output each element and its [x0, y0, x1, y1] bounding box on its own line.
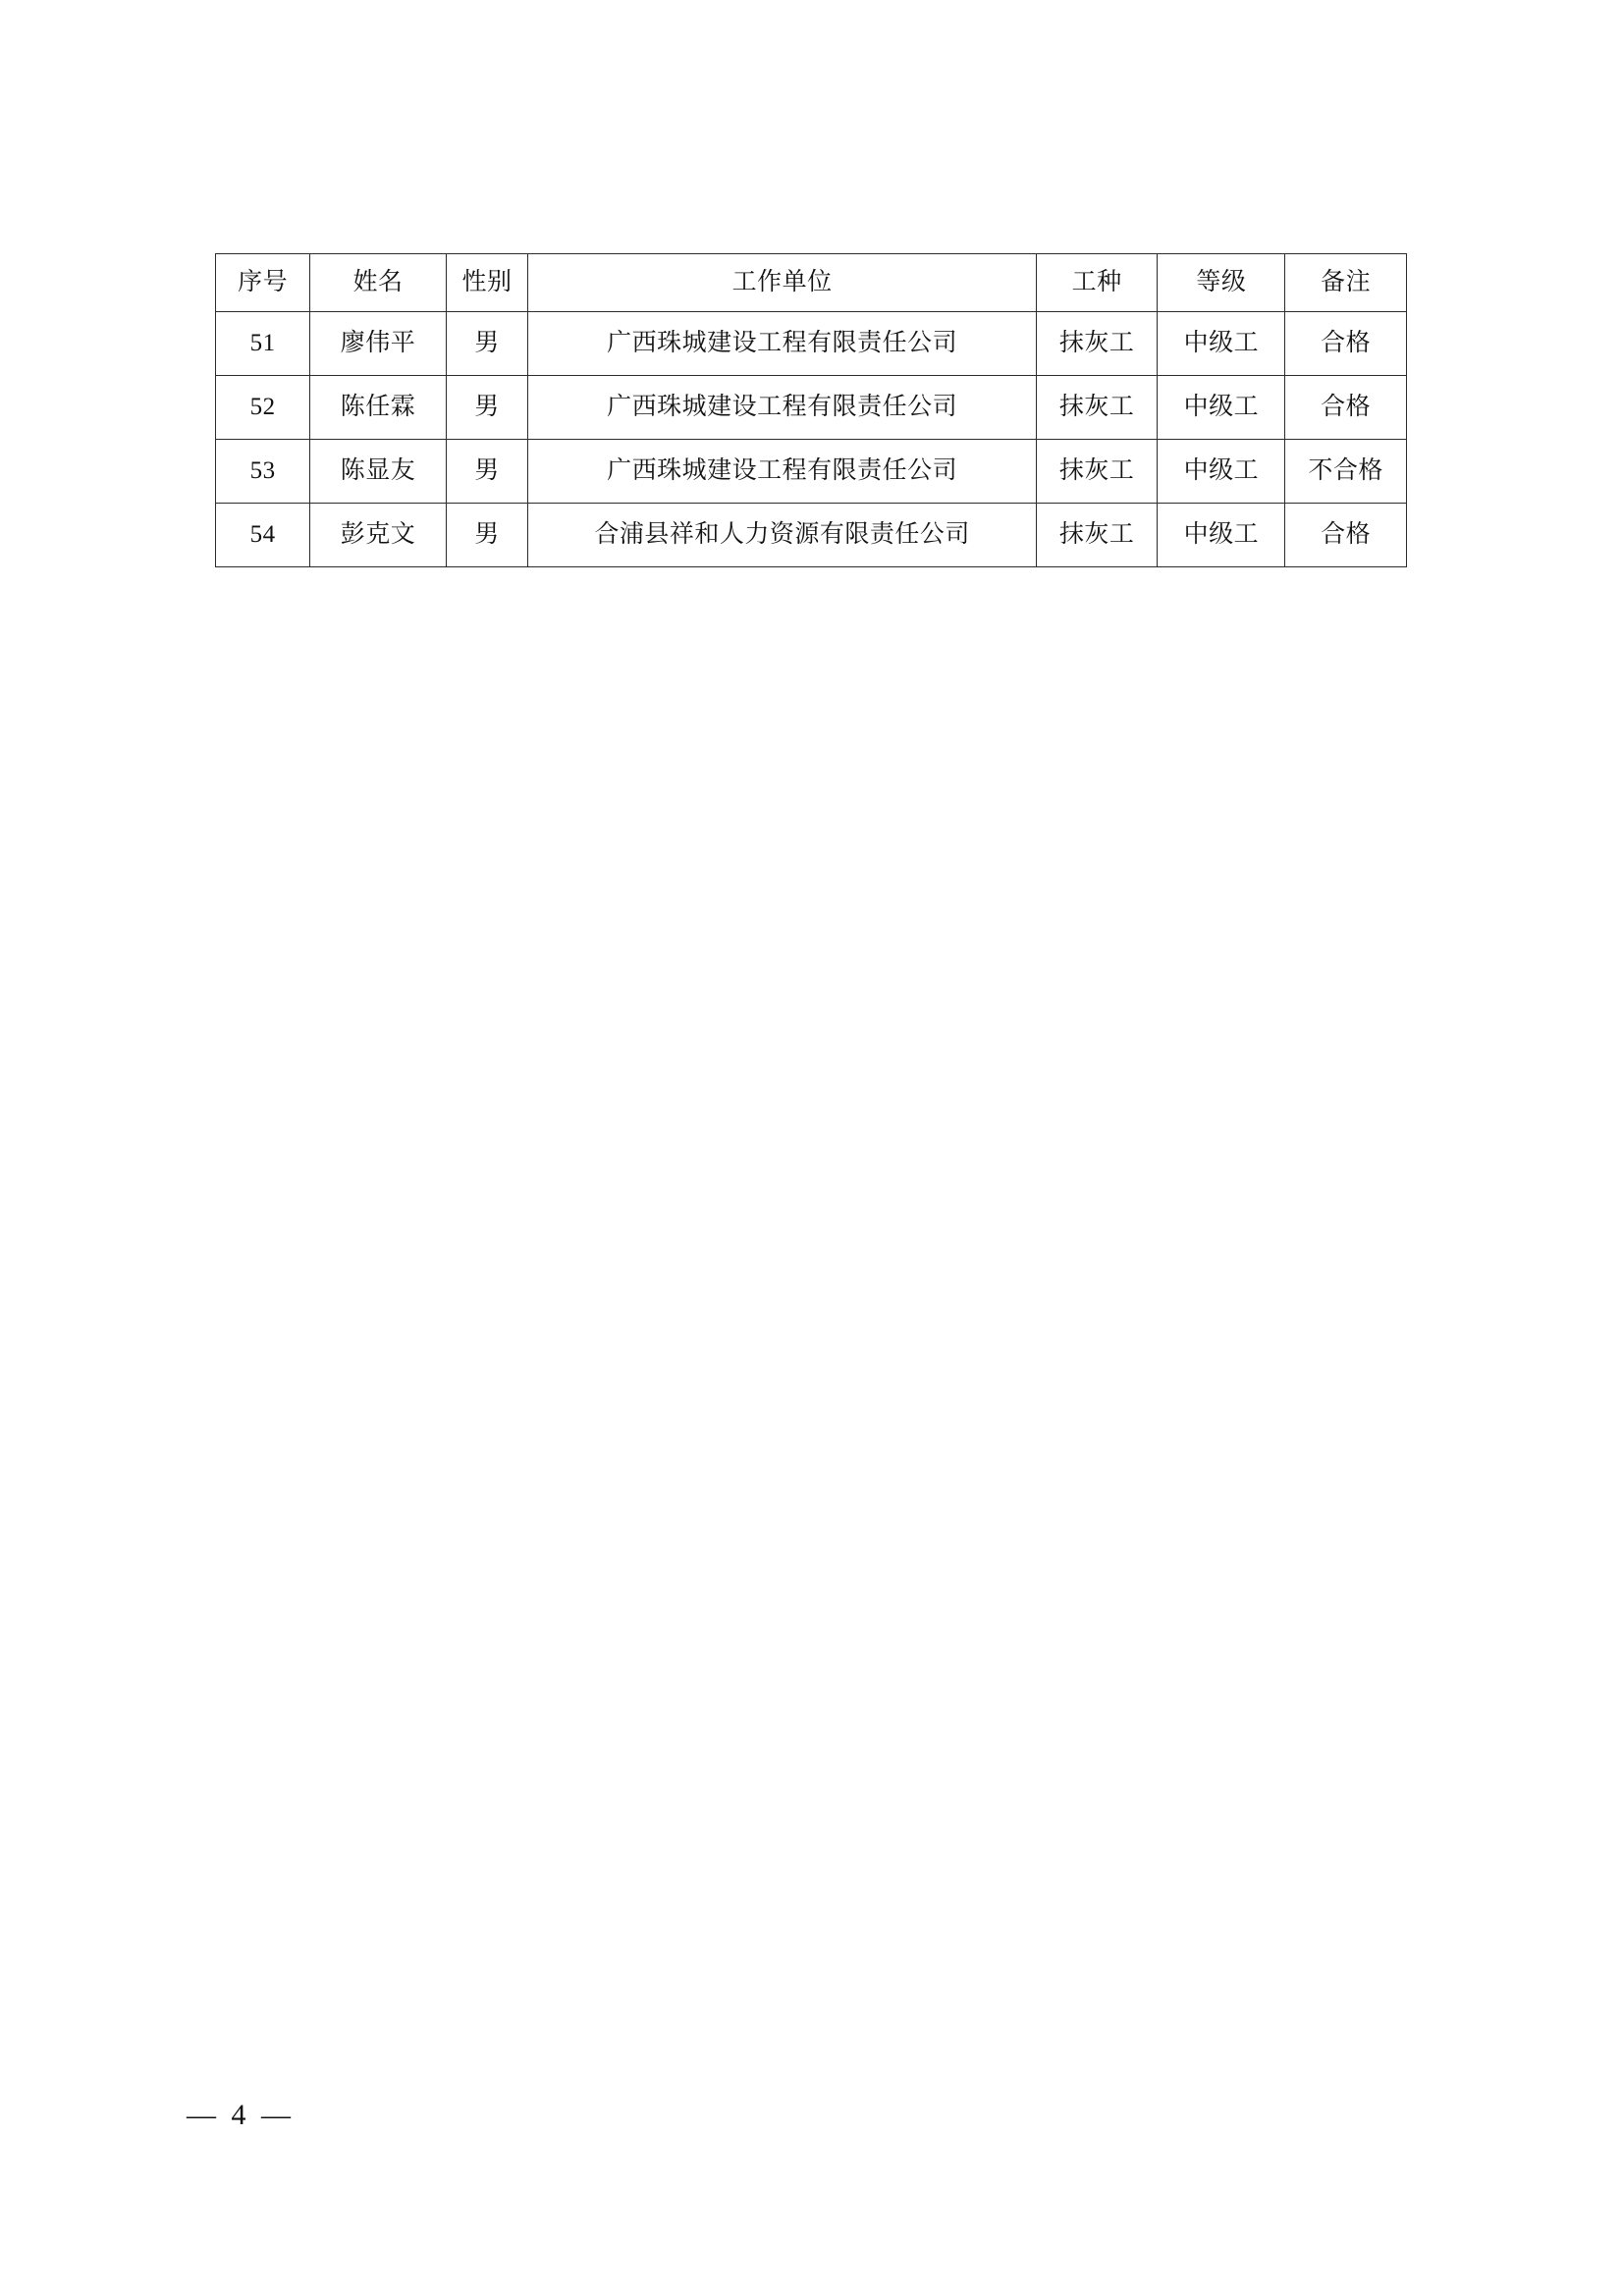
cell-sex: 男 [446, 440, 528, 504]
cell-sex: 男 [446, 504, 528, 567]
cell-note: 不合格 [1285, 440, 1407, 504]
certification-roster-table [215, 253, 1407, 567]
column-header-name: 姓名 [310, 254, 446, 312]
column-header-seq: 序号 [216, 254, 310, 312]
cell-name: 廖伟平 [310, 312, 446, 376]
cell-level: 中级工 [1158, 440, 1285, 504]
cell-job: 抹灰工 [1036, 504, 1158, 567]
cell-unit: 合浦县祥和人力资源有限责任公司 [528, 504, 1036, 567]
cell-unit: 广西珠城建设工程有限责任公司 [528, 440, 1036, 504]
cell-note: 合格 [1285, 504, 1407, 567]
cell-note: 合格 [1285, 376, 1407, 440]
table-row [216, 440, 1407, 504]
table-row [216, 312, 1407, 376]
cell-level: 中级工 [1158, 504, 1285, 567]
cell-sex: 男 [446, 376, 528, 440]
column-header-note: 备注 [1285, 254, 1407, 312]
column-header-sex: 性别 [446, 254, 528, 312]
cell-name: 陈任霖 [310, 376, 446, 440]
table-header [216, 254, 1407, 312]
cell-unit: 广西珠城建设工程有限责任公司 [528, 376, 1036, 440]
cell-seq: 52 [216, 376, 310, 440]
cell-seq: 51 [216, 312, 310, 376]
cell-sex: 男 [446, 312, 528, 376]
table-row [216, 504, 1407, 567]
cell-job: 抹灰工 [1036, 312, 1158, 376]
table-row [216, 376, 1407, 440]
column-header-job: 工种 [1036, 254, 1158, 312]
cell-seq: 53 [216, 440, 310, 504]
cell-name: 陈显友 [310, 440, 446, 504]
column-header-unit: 工作单位 [528, 254, 1036, 312]
cell-note: 合格 [1285, 312, 1407, 376]
cell-seq: 54 [216, 504, 310, 567]
table-body [216, 312, 1407, 567]
cell-level: 中级工 [1158, 376, 1285, 440]
certification-roster-table-wrapper [215, 253, 1407, 567]
cell-name: 彭克文 [310, 504, 446, 567]
table-header-row [216, 254, 1407, 312]
column-header-level: 等级 [1158, 254, 1285, 312]
cell-job: 抹灰工 [1036, 376, 1158, 440]
cell-unit: 广西珠城建设工程有限责任公司 [528, 312, 1036, 376]
cell-job: 抹灰工 [1036, 440, 1158, 504]
page-number: — 4 — [187, 2099, 295, 2131]
cell-level: 中级工 [1158, 312, 1285, 376]
